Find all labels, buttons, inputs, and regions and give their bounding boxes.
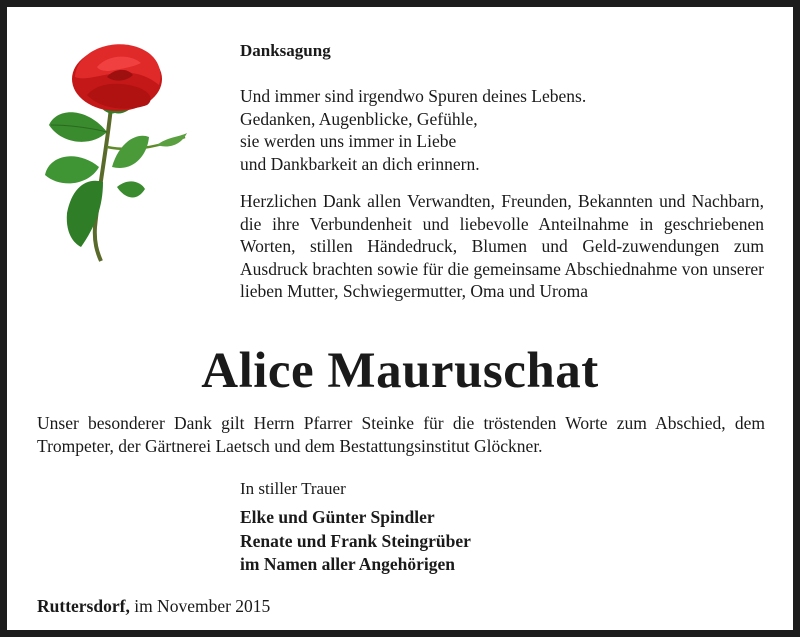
heading-danksagung: Danksagung [240, 41, 331, 60]
signer-line: Elke und Günter Spindler [240, 507, 435, 527]
mourning-label: In stiller Trauer [240, 479, 346, 498]
thanks-paragraph: Herzlichen Dank allen Verwandten, Freunden, Bekannten und Nachbarn, die ihre Verbundenheit und liebevolle Anteilnahme in geschriebenen Worten, stillen Händedruck, Blumen und Geld-zuwendungen zum Ausdruck brachten sowie für die gemeinsame Abschiednahme von unserer lieben Mutter, Schwiegermutter, Oma und Uroma [240, 191, 764, 301]
poem [240, 85, 770, 175]
place-date-line [37, 595, 270, 617]
poem-line: Und immer sind irgendwo Spuren deines Lebens. [240, 86, 587, 106]
poem-line: sie werden uns immer in Liebe [240, 131, 457, 151]
poem-line: Gedanken, Augenblicke, Gefühle, [240, 108, 478, 129]
poem-line: und Dankbarkeit an dich erinnern. [240, 153, 480, 174]
deceased-name: Alice Mauruschat [201, 343, 599, 399]
signer-line: Renate und Frank Steingrüber [240, 530, 471, 551]
place-name: Ruttersdorf, [37, 596, 130, 616]
date-text: im November 2015 [134, 596, 271, 616]
signers-block [240, 506, 471, 577]
signer-line: im Namen aller Angehörigen [240, 554, 456, 574]
special-thanks-paragraph: Unser besonderer Dank gilt Herrn Pfarrer Steinke für die tröstenden Worte zum Abschied, dem Trompeter, der Gärtnerei Laetsch und dem Bestattungsinstitut Glöckner. [37, 413, 765, 456]
red-rose-icon [37, 37, 197, 265]
